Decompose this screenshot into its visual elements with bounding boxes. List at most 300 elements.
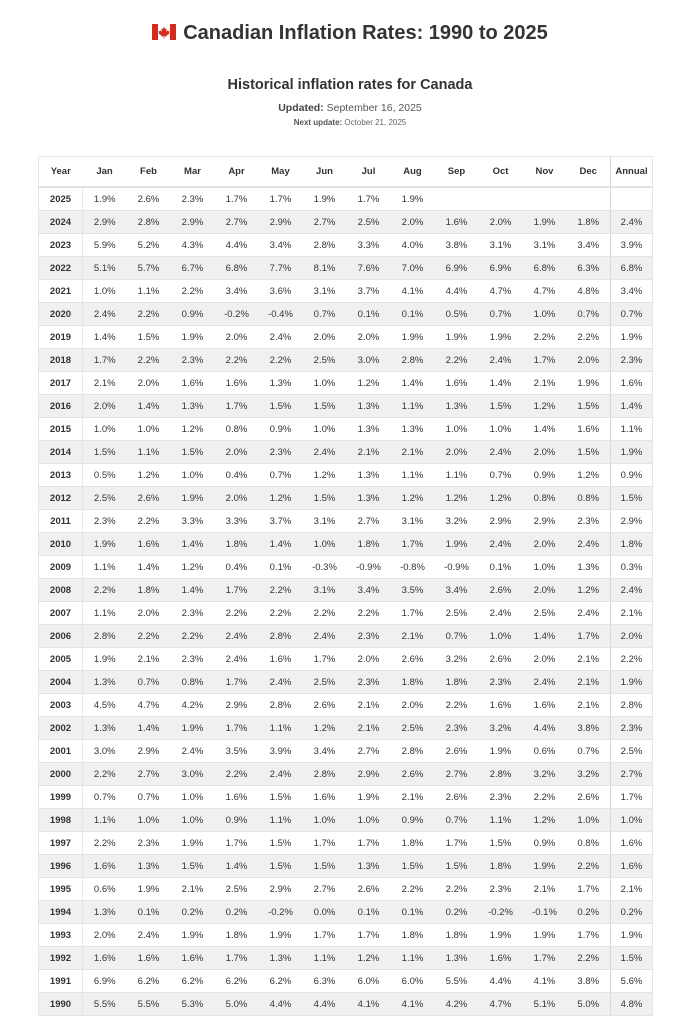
annual-rate-cell: 1.9% (611, 441, 653, 464)
year-cell: 1996 (39, 855, 83, 878)
monthly-rate-cell: 1.9% (479, 924, 523, 947)
monthly-rate-cell: 1.4% (259, 533, 303, 556)
monthly-rate-cell: 3.2% (523, 763, 567, 786)
year-cell: 1992 (39, 947, 83, 970)
monthly-rate-cell: 3.0% (171, 763, 215, 786)
monthly-rate-cell: 2.7% (347, 740, 391, 763)
monthly-rate-cell: 1.7% (567, 878, 611, 901)
monthly-rate-cell: 1.9% (523, 924, 567, 947)
updated-label: Updated: (278, 102, 324, 114)
monthly-rate-cell: 5.9% (83, 234, 127, 257)
monthly-rate-cell: 3.7% (347, 280, 391, 303)
title-text: Canadian Inflation Rates: 1990 to 2025 (183, 22, 548, 44)
monthly-rate-cell: 2.2% (215, 763, 259, 786)
monthly-rate-cell: 2.4% (215, 625, 259, 648)
annual-rate-cell: 1.9% (611, 326, 653, 349)
monthly-rate-cell: 0.2% (215, 901, 259, 924)
year-cell: 2015 (39, 418, 83, 441)
monthly-rate-cell: 1.2% (303, 717, 347, 740)
monthly-rate-cell: -0.2% (479, 901, 523, 924)
monthly-rate-cell: 2.0% (435, 441, 479, 464)
monthly-rate-cell: 2.9% (347, 763, 391, 786)
monthly-rate-cell: 1.7% (215, 187, 259, 211)
table-row (39, 763, 653, 786)
year-cell: 2008 (39, 579, 83, 602)
monthly-rate-cell: 3.2% (479, 717, 523, 740)
year-cell: 2012 (39, 487, 83, 510)
monthly-rate-cell: 2.0% (83, 395, 127, 418)
monthly-rate-cell: 6.8% (215, 257, 259, 280)
monthly-rate-cell: 2.6% (303, 694, 347, 717)
monthly-rate-cell: 0.1% (479, 556, 523, 579)
monthly-rate-cell: 0.2% (435, 901, 479, 924)
monthly-rate-cell: 1.8% (391, 671, 435, 694)
monthly-rate-cell: 1.4% (215, 855, 259, 878)
monthly-rate-cell: 2.2% (215, 349, 259, 372)
monthly-rate-cell: 7.0% (391, 257, 435, 280)
monthly-rate-cell: 7.7% (259, 257, 303, 280)
monthly-rate-cell: -0.8% (391, 556, 435, 579)
table-row (39, 717, 653, 740)
monthly-rate-cell: 1.8% (391, 832, 435, 855)
year-cell: 2024 (39, 211, 83, 234)
column-header-annual: Annual (611, 157, 653, 188)
monthly-rate-cell: 0.4% (215, 464, 259, 487)
monthly-rate-cell: 2.6% (435, 786, 479, 809)
monthly-rate-cell: 3.1% (479, 234, 523, 257)
monthly-rate-cell: 1.1% (127, 441, 171, 464)
monthly-rate-cell: 1.5% (567, 441, 611, 464)
monthly-rate-cell: 2.6% (391, 648, 435, 671)
monthly-rate-cell: 1.6% (171, 372, 215, 395)
monthly-rate-cell: 0.9% (523, 464, 567, 487)
monthly-rate-cell: 2.0% (215, 326, 259, 349)
monthly-rate-cell: 2.0% (523, 648, 567, 671)
monthly-rate-cell: 4.1% (391, 280, 435, 303)
monthly-rate-cell: 1.5% (127, 326, 171, 349)
monthly-rate-cell: 0.0% (303, 901, 347, 924)
monthly-rate-cell: 1.5% (567, 395, 611, 418)
monthly-rate-cell: 1.4% (171, 579, 215, 602)
column-header-may: May (259, 157, 303, 188)
year-cell: 2018 (39, 349, 83, 372)
monthly-rate-cell: 4.4% (479, 970, 523, 993)
table-row (39, 878, 653, 901)
monthly-rate-cell: 2.2% (567, 855, 611, 878)
monthly-rate-cell: 2.7% (127, 763, 171, 786)
monthly-rate-cell: 4.5% (83, 694, 127, 717)
monthly-rate-cell: 3.4% (303, 740, 347, 763)
monthly-rate-cell: 1.5% (259, 855, 303, 878)
monthly-rate-cell: 1.8% (127, 579, 171, 602)
monthly-rate-cell: 1.3% (435, 395, 479, 418)
monthly-rate-cell: 1.1% (127, 280, 171, 303)
monthly-rate-cell: 1.6% (479, 694, 523, 717)
annual-rate-cell: 1.7% (611, 786, 653, 809)
monthly-rate-cell: 2.4% (259, 763, 303, 786)
monthly-rate-cell: 1.2% (435, 487, 479, 510)
monthly-rate-cell: 1.6% (259, 648, 303, 671)
monthly-rate-cell: 1.0% (83, 280, 127, 303)
monthly-rate-cell: 2.8% (259, 625, 303, 648)
year-cell: 2023 (39, 234, 83, 257)
monthly-rate-cell: 5.2% (127, 234, 171, 257)
year-cell: 2005 (39, 648, 83, 671)
monthly-rate-cell: 2.2% (127, 510, 171, 533)
monthly-rate-cell: 2.2% (523, 786, 567, 809)
table-row (39, 441, 653, 464)
monthly-rate-cell: 2.2% (83, 579, 127, 602)
monthly-rate-cell: 1.0% (303, 418, 347, 441)
monthly-rate-cell: 5.3% (171, 993, 215, 1016)
monthly-rate-cell: 1.7% (215, 832, 259, 855)
monthly-rate-cell: 0.1% (259, 556, 303, 579)
monthly-rate-cell: 2.6% (347, 878, 391, 901)
monthly-rate-cell: 1.7% (215, 579, 259, 602)
monthly-rate-cell: 0.1% (347, 303, 391, 326)
monthly-rate-cell: 1.5% (435, 855, 479, 878)
monthly-rate-cell: 1.5% (303, 487, 347, 510)
monthly-rate-cell: 1.3% (347, 855, 391, 878)
table-row (39, 326, 653, 349)
monthly-rate-cell: 4.7% (127, 694, 171, 717)
monthly-rate-cell: 1.5% (479, 832, 523, 855)
annual-rate-cell: 2.1% (611, 602, 653, 625)
monthly-rate-cell: 3.1% (523, 234, 567, 257)
monthly-rate-cell: 2.0% (479, 211, 523, 234)
monthly-rate-cell: 5.1% (523, 993, 567, 1016)
column-header-year: Year (39, 157, 83, 188)
monthly-rate-cell: 3.4% (215, 280, 259, 303)
table-row (39, 602, 653, 625)
year-cell: 1990 (39, 993, 83, 1016)
monthly-rate-cell: 3.8% (567, 970, 611, 993)
monthly-rate-cell: 1.0% (127, 809, 171, 832)
monthly-rate-cell: 1.7% (391, 602, 435, 625)
monthly-rate-cell: 1.7% (303, 648, 347, 671)
monthly-rate-cell: 1.0% (479, 418, 523, 441)
monthly-rate-cell: 3.4% (259, 234, 303, 257)
monthly-rate-cell: 2.7% (303, 878, 347, 901)
monthly-rate-cell: 2.3% (479, 786, 523, 809)
monthly-rate-cell: 3.3% (347, 234, 391, 257)
table-row (39, 901, 653, 924)
monthly-rate-cell: 0.5% (83, 464, 127, 487)
monthly-rate-cell: 1.2% (567, 464, 611, 487)
column-header-jun: Jun (303, 157, 347, 188)
monthly-rate-cell: 2.9% (259, 211, 303, 234)
year-cell: 2006 (39, 625, 83, 648)
table-subtitle: Historical inflation rates for Canada (227, 77, 473, 93)
monthly-rate-cell: 1.6% (83, 855, 127, 878)
monthly-rate-cell: 2.2% (435, 694, 479, 717)
monthly-rate-cell: 4.1% (347, 993, 391, 1016)
monthly-rate-cell: 1.3% (347, 395, 391, 418)
monthly-rate-cell: 0.7% (479, 303, 523, 326)
table-row (39, 579, 653, 602)
monthly-rate-cell: 3.3% (215, 510, 259, 533)
monthly-rate-cell: 3.1% (391, 510, 435, 533)
monthly-rate-cell: 2.1% (523, 372, 567, 395)
monthly-rate-cell: 4.2% (171, 694, 215, 717)
year-cell: 2010 (39, 533, 83, 556)
monthly-rate-cell: 5.1% (83, 257, 127, 280)
monthly-rate-cell: 1.7% (215, 717, 259, 740)
table-row (39, 832, 653, 855)
monthly-rate-cell: 2.2% (127, 349, 171, 372)
monthly-rate-cell: 2.8% (479, 763, 523, 786)
year-cell: 2004 (39, 671, 83, 694)
monthly-rate-cell: 1.9% (523, 211, 567, 234)
year-cell: 2003 (39, 694, 83, 717)
monthly-rate-cell: 2.1% (391, 786, 435, 809)
monthly-rate-cell: 1.7% (567, 924, 611, 947)
year-cell: 2014 (39, 441, 83, 464)
monthly-rate-cell: 0.9% (391, 809, 435, 832)
monthly-rate-cell: 1.7% (303, 832, 347, 855)
monthly-rate-cell: 1.7% (259, 187, 303, 211)
monthly-rate-cell: 1.0% (479, 625, 523, 648)
table-row (39, 487, 653, 510)
monthly-rate-cell: -0.2% (259, 901, 303, 924)
monthly-rate-cell: 1.7% (523, 947, 567, 970)
monthly-rate-cell: 1.7% (347, 832, 391, 855)
monthly-rate-cell: 2.5% (347, 211, 391, 234)
monthly-rate-cell: 1.3% (259, 947, 303, 970)
monthly-rate-cell: 0.9% (215, 809, 259, 832)
monthly-rate-cell: 2.2% (259, 579, 303, 602)
monthly-rate-cell: 1.0% (567, 809, 611, 832)
monthly-rate-cell: 5.5% (127, 993, 171, 1016)
monthly-rate-cell: 2.0% (127, 372, 171, 395)
monthly-rate-cell: 1.8% (391, 924, 435, 947)
year-cell: 1994 (39, 901, 83, 924)
monthly-rate-cell: 0.1% (391, 901, 435, 924)
monthly-rate-cell: 2.9% (171, 211, 215, 234)
monthly-rate-cell: 2.0% (347, 326, 391, 349)
monthly-rate-cell: 1.3% (567, 556, 611, 579)
monthly-rate-cell: -0.4% (259, 303, 303, 326)
page-title (0, 19, 700, 47)
monthly-rate-cell: 1.6% (303, 786, 347, 809)
table-row (39, 970, 653, 993)
updated-date: September 16, 2025 (326, 102, 422, 114)
monthly-rate-cell: 1.5% (303, 395, 347, 418)
monthly-rate-cell: 2.1% (83, 372, 127, 395)
table-row (39, 280, 653, 303)
monthly-rate-cell: 6.3% (303, 970, 347, 993)
monthly-rate-cell: 2.0% (303, 326, 347, 349)
monthly-rate-cell: 6.2% (215, 970, 259, 993)
monthly-rate-cell: 1.9% (171, 832, 215, 855)
monthly-rate-cell: 6.2% (259, 970, 303, 993)
year-cell: 2017 (39, 372, 83, 395)
monthly-rate-cell: 2.4% (127, 924, 171, 947)
monthly-rate-cell: 2.7% (215, 211, 259, 234)
annual-rate-cell: 1.9% (611, 924, 653, 947)
monthly-rate-cell: 0.8% (523, 487, 567, 510)
monthly-rate-cell: 3.3% (171, 510, 215, 533)
monthly-rate-cell: 2.8% (391, 740, 435, 763)
monthly-rate-cell: 2.2% (347, 602, 391, 625)
monthly-rate-cell: 1.0% (435, 418, 479, 441)
annual-rate-cell: 1.8% (611, 533, 653, 556)
monthly-rate-cell: 0.1% (127, 901, 171, 924)
monthly-rate-cell: 2.4% (303, 625, 347, 648)
monthly-rate-cell: 2.3% (479, 671, 523, 694)
inflation-table-container (38, 156, 652, 1016)
monthly-rate-cell: 1.3% (391, 418, 435, 441)
monthly-rate-cell: 2.2% (435, 878, 479, 901)
monthly-rate-cell: 1.6% (127, 947, 171, 970)
monthly-rate-cell: 1.1% (259, 809, 303, 832)
annual-rate-cell: 4.8% (611, 993, 653, 1016)
monthly-rate-cell: 1.9% (171, 924, 215, 947)
monthly-rate-cell: 2.6% (435, 740, 479, 763)
monthly-rate-cell: 2.5% (303, 349, 347, 372)
monthly-rate-cell: 0.8% (567, 832, 611, 855)
monthly-rate-cell: 2.0% (391, 694, 435, 717)
monthly-rate-cell: 1.8% (215, 924, 259, 947)
monthly-rate-cell: 4.4% (435, 280, 479, 303)
monthly-rate-cell: 2.1% (171, 878, 215, 901)
monthly-rate-cell: 1.8% (435, 671, 479, 694)
monthly-rate-cell: 1.0% (303, 809, 347, 832)
monthly-rate-cell: 2.1% (567, 648, 611, 671)
monthly-rate-cell: 1.1% (391, 947, 435, 970)
monthly-rate-cell: 8.1% (303, 257, 347, 280)
monthly-rate-cell: 2.4% (83, 303, 127, 326)
monthly-rate-cell: 2.9% (215, 694, 259, 717)
monthly-rate-cell: 1.7% (215, 947, 259, 970)
monthly-rate-cell: 2.6% (127, 187, 171, 211)
monthly-rate-cell (567, 187, 611, 211)
year-cell: 2011 (39, 510, 83, 533)
annual-rate-cell: 2.4% (611, 211, 653, 234)
monthly-rate-cell: 0.8% (567, 487, 611, 510)
monthly-rate-cell: 2.5% (303, 671, 347, 694)
monthly-rate-cell: 3.2% (567, 763, 611, 786)
year-cell: 1993 (39, 924, 83, 947)
annual-rate-cell: 6.8% (611, 257, 653, 280)
table-row (39, 510, 653, 533)
monthly-rate-cell: 1.2% (303, 464, 347, 487)
monthly-rate-cell: 1.0% (127, 418, 171, 441)
monthly-rate-cell: 6.0% (347, 970, 391, 993)
monthly-rate-cell: 1.3% (347, 464, 391, 487)
monthly-rate-cell: 1.2% (347, 372, 391, 395)
monthly-rate-cell: 1.7% (83, 349, 127, 372)
monthly-rate-cell: 1.6% (435, 211, 479, 234)
monthly-rate-cell: 1.5% (171, 855, 215, 878)
monthly-rate-cell: 3.9% (259, 740, 303, 763)
monthly-rate-cell: 2.8% (303, 763, 347, 786)
monthly-rate-cell: 0.7% (479, 464, 523, 487)
monthly-rate-cell: 2.3% (171, 602, 215, 625)
monthly-rate-cell: 7.6% (347, 257, 391, 280)
monthly-rate-cell: 1.2% (523, 809, 567, 832)
monthly-rate-cell: 2.8% (259, 694, 303, 717)
monthly-rate-cell: 6.2% (171, 970, 215, 993)
table-row (39, 349, 653, 372)
monthly-rate-cell: 1.9% (479, 326, 523, 349)
monthly-rate-cell: 1.7% (215, 395, 259, 418)
annual-rate-cell: 1.0% (611, 809, 653, 832)
monthly-rate-cell: 1.0% (171, 786, 215, 809)
monthly-rate-cell: 2.1% (391, 625, 435, 648)
monthly-rate-cell: 2.7% (347, 510, 391, 533)
monthly-rate-cell: 4.1% (523, 970, 567, 993)
monthly-rate-cell: 2.2% (567, 947, 611, 970)
year-cell: 1999 (39, 786, 83, 809)
table-row (39, 947, 653, 970)
monthly-rate-cell: 1.2% (567, 579, 611, 602)
monthly-rate-cell: 0.7% (567, 740, 611, 763)
monthly-rate-cell: 2.2% (523, 326, 567, 349)
table-row (39, 740, 653, 763)
annual-rate-cell: 2.9% (611, 510, 653, 533)
monthly-rate-cell: 1.3% (83, 717, 127, 740)
annual-rate-cell: 0.9% (611, 464, 653, 487)
canada-flag-icon (152, 24, 176, 40)
monthly-rate-cell: -0.9% (435, 556, 479, 579)
monthly-rate-cell (523, 187, 567, 211)
monthly-rate-cell: 3.8% (435, 234, 479, 257)
monthly-rate-cell: 2.0% (215, 487, 259, 510)
monthly-rate-cell: 0.7% (83, 786, 127, 809)
monthly-rate-cell: 4.2% (435, 993, 479, 1016)
monthly-rate-cell: 2.3% (435, 717, 479, 740)
year-cell: 2013 (39, 464, 83, 487)
monthly-rate-cell: 1.6% (479, 947, 523, 970)
monthly-rate-cell: 1.9% (83, 533, 127, 556)
year-cell: 2021 (39, 280, 83, 303)
monthly-rate-cell: 2.2% (83, 763, 127, 786)
monthly-rate-cell: 5.7% (127, 257, 171, 280)
monthly-rate-cell: 3.4% (347, 579, 391, 602)
year-cell: 2000 (39, 763, 83, 786)
monthly-rate-cell: 1.3% (347, 487, 391, 510)
monthly-rate-cell: 1.2% (171, 418, 215, 441)
column-header-dec: Dec (567, 157, 611, 188)
monthly-rate-cell: 2.3% (171, 187, 215, 211)
monthly-rate-cell: 2.1% (127, 648, 171, 671)
monthly-rate-cell: 2.6% (127, 487, 171, 510)
monthly-rate-cell: -0.2% (215, 303, 259, 326)
table-row (39, 694, 653, 717)
monthly-rate-cell: 3.4% (567, 234, 611, 257)
monthly-rate-cell: 4.4% (259, 993, 303, 1016)
annual-rate-cell: 2.4% (611, 579, 653, 602)
monthly-rate-cell: -0.3% (303, 556, 347, 579)
monthly-rate-cell: 1.4% (523, 625, 567, 648)
monthly-rate-cell: 3.7% (259, 510, 303, 533)
monthly-rate-cell: 2.9% (523, 510, 567, 533)
monthly-rate-cell: 1.0% (347, 809, 391, 832)
monthly-rate-cell: 1.7% (523, 349, 567, 372)
table-row (39, 993, 653, 1016)
monthly-rate-cell: 2.7% (435, 763, 479, 786)
monthly-rate-cell: 2.2% (259, 602, 303, 625)
year-cell: 2025 (39, 187, 83, 211)
inflation-table (38, 156, 653, 1016)
monthly-rate-cell: 1.7% (391, 533, 435, 556)
monthly-rate-cell: 1.6% (127, 533, 171, 556)
monthly-rate-cell: 6.2% (127, 970, 171, 993)
monthly-rate-cell: 2.0% (567, 349, 611, 372)
monthly-rate-cell: 1.7% (347, 924, 391, 947)
annual-rate-cell: 0.7% (611, 303, 653, 326)
